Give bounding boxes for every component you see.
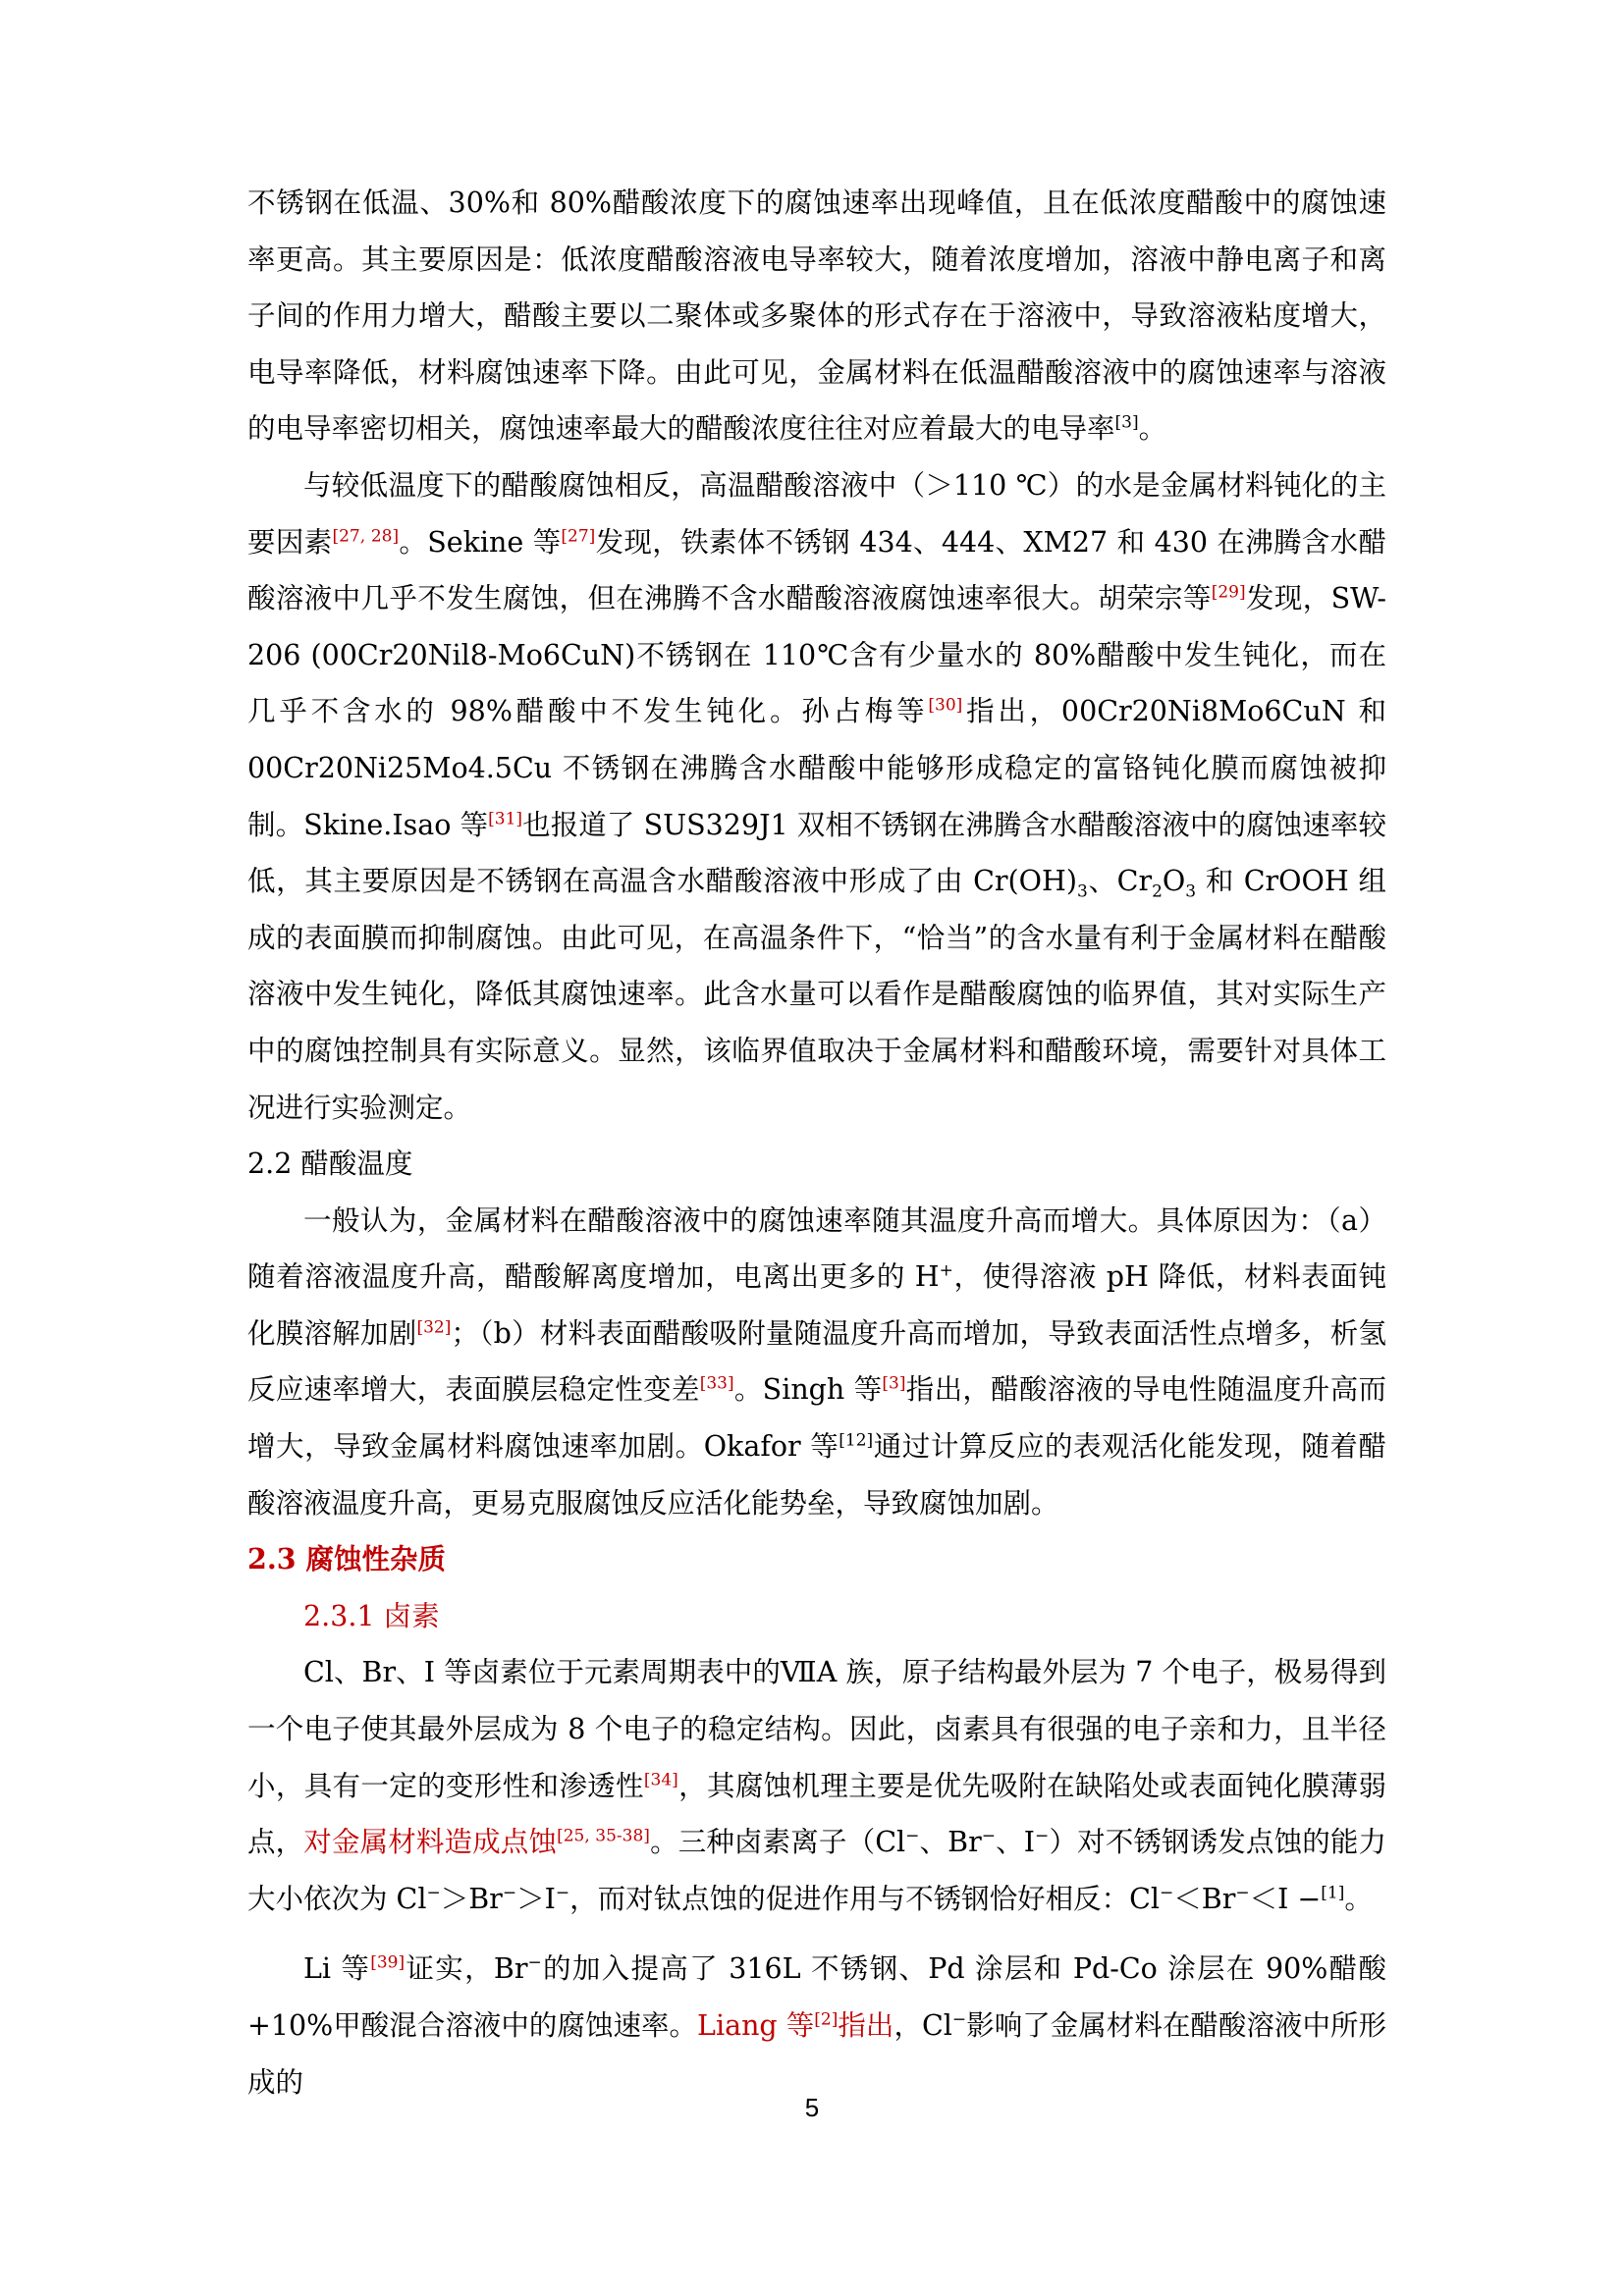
- superscript: −: [1035, 1826, 1050, 1846]
- text-run: ；（b）材料表面醋酸吸附量随温度升高而增加，导致表面活性点增多，析氢反应速率增大，表面膜层稳定性变差: [247, 1316, 1386, 1407]
- text-run: 与较低温度下的醋酸腐蚀相反，高温醋酸溶液中（＞110 ℃）的水是金属材料钝化的主要因素: [247, 468, 1386, 559]
- section-heading-2-2: 2.2 醋酸温度: [247, 1148, 413, 1181]
- citation-link[interactable]: [27]: [561, 526, 596, 547]
- subscript: 2: [1152, 881, 1163, 902]
- text-run: 、Cr: [1087, 865, 1153, 898]
- paragraph-1: [247, 175, 1386, 457]
- text-run: ＞I: [516, 1882, 556, 1915]
- text-run: ，Cl: [893, 2009, 952, 2042]
- highlighted-text: 对金属材料造成点蚀: [303, 1826, 558, 1859]
- citation-link[interactable]: [30]: [928, 695, 963, 716]
- citation-link[interactable]: [32]: [416, 1317, 452, 1338]
- superscript: −: [951, 2009, 967, 2030]
- citation-link[interactable]: [2]: [814, 2009, 839, 2030]
- subscript: 3: [1076, 881, 1088, 902]
- citation-link[interactable]: [27, 28]: [332, 526, 400, 547]
- superscript: −: [981, 1826, 996, 1846]
- text-run: ，使得溶液 pH 降低，材料表面钝化膜溶解加剧: [247, 1260, 1386, 1350]
- paragraph-2: [247, 457, 1386, 1136]
- citation: [12]: [839, 1430, 874, 1451]
- text-run: ）对不锈钢诱发点蚀的能力大小依次为 Cl: [247, 1826, 1386, 1915]
- citation-link[interactable]: [25, 35-38]: [557, 1826, 650, 1846]
- text-run: ，其腐蚀机理主要是优先吸附在缺陷处或表面钝化膜薄弱点，: [247, 1769, 1386, 1859]
- text-run: 指出，00Cr20Ni8Mo6CuN 和 00Cr20Ni25Mo4.5Cu 不锈钢在沸腾含水醋酸中能够形成稳定的富铬钝化膜而腐蚀被抑制。Skine.Isao 等: [247, 695, 1386, 841]
- text-run: 也报道了 SUS329J1 双相不锈钢在沸腾含水醋酸溶液中的腐蚀速率较低，其主要原因是不锈钢在高温含水醋酸溶液中形成了由 Cr(OH): [247, 808, 1386, 898]
- text-run: 。: [1138, 412, 1167, 446]
- section-heading-2-3-1: 2.3.1 卤素: [303, 1599, 440, 1632]
- text-run: 和 CrOOH 组成的表面膜而抑制腐蚀。由此可见，在高温条件下，“恰当”的含水量有利于金属材料在醋酸溶液中发生钝化，降低其腐蚀速率。此含水量可以看作是醋酸腐蚀的临界值，其对实际生产中的腐蚀控制具有实际意义。显然，该临界值取决于金属材料和醋酸环境，需要针对具体工况进行实验测定。: [247, 865, 1386, 1124]
- text-run: 证实，Br: [405, 1952, 528, 1986]
- text-run: Li 等: [303, 1952, 371, 1986]
- highlighted-text: 指出: [838, 2009, 894, 2042]
- text-run: ＜I −: [1249, 1882, 1322, 1915]
- text-run: 。: [1344, 1882, 1373, 1915]
- superscript: +: [939, 1260, 953, 1281]
- paragraph-4: [247, 1644, 1386, 1927]
- text-run: 一般认为，金属材料在醋酸溶液中的腐蚀速率随其温度升高而增大。具体原因为：（a）随着溶液温度升高，醋酸解离度增加，电离出更多的 H: [247, 1203, 1386, 1294]
- text-run: 。三种卤素离子（Cl: [649, 1826, 906, 1859]
- text-run: 的加入提高了 316L 不锈钢、Pd 涂层和 Pd-Co 涂层在 90%醋酸+10%甲酸混合溶液中的腐蚀速率。: [247, 1952, 1386, 2042]
- text-run: 。Sekine 等: [399, 525, 562, 559]
- superscript: −: [426, 1883, 441, 1903]
- text-run: 影响了金属材料在醋酸溶液中所形成的: [247, 2009, 1387, 2099]
- text-run: 发现，SW-206 (00Cr20Nil8-Mo6CuN)不锈钢在 110℃含有少量水的 80%醋酸中发生钝化，而在几乎不含水的 98%醋酸中不发生钝化。孙占梅等: [247, 582, 1386, 728]
- citation-link[interactable]: [3]: [882, 1373, 906, 1394]
- text-run: 指出，醋酸溶液的导电性随温度升高而增大，导致金属材料腐蚀速率加剧。Okafor 等: [247, 1373, 1386, 1464]
- superscript: −: [502, 1883, 517, 1903]
- text-run: ，而对钛点蚀的促进作用与不锈钢恰好相反：Cl: [569, 1882, 1161, 1915]
- superscript: −: [905, 1826, 920, 1846]
- citation-link[interactable]: [33]: [699, 1373, 734, 1394]
- superscript: −: [555, 1883, 570, 1903]
- text-run: 发现，铁素体不锈钢 434、444、XM27 和 430 在沸腾含水醋酸溶液中几乎不发生腐蚀，但在沸腾不含水醋酸溶液腐蚀速率很大。胡荣宗等: [247, 525, 1386, 615]
- page-number: 5: [804, 2093, 820, 2122]
- text-run: ＞Br: [440, 1882, 503, 1915]
- section-heading-2-3: 2.3 腐蚀性杂质: [247, 1542, 447, 1576]
- text-run: 、Br: [919, 1826, 982, 1859]
- text-run: ＜Br: [1173, 1882, 1236, 1915]
- citation-link[interactable]: [31]: [488, 809, 523, 829]
- text-run: 、I: [996, 1826, 1036, 1859]
- text-run: O: [1162, 865, 1186, 898]
- text-run: 不锈钢在低温、30%和 80%醋酸浓度下的腐蚀速率出现峰值，且在低浓度醋酸中的腐蚀速率更高。其主要原因是：低浓度醋酸溶液电导率较大，随着浓度增加，溶液中静电离子和离子间的作用力增大，醋酸主要以二聚体或多聚体的形式存在于溶液中，导致溶液粘度增大，电导率降低，材料腐蚀速率下降。由此可见，金属材料在低温醋酸溶液中的腐蚀速率与溶液的电导率密切相关，腐蚀速率最大的醋酸浓度往往对应着最大的电导率: [247, 187, 1386, 446]
- paragraph-5: [247, 1941, 1386, 2110]
- document-page: [247, 175, 1386, 2110]
- highlighted-text: Liang 等: [697, 2009, 815, 2042]
- subscript: 3: [1185, 881, 1197, 902]
- text-run: 。Singh 等: [733, 1373, 883, 1407]
- superscript: −: [1235, 1883, 1250, 1903]
- paragraph-3: [247, 1193, 1386, 1532]
- citation-link[interactable]: [39]: [370, 1952, 406, 1973]
- superscript: −: [527, 1952, 542, 1973]
- text-run: 通过计算反应的表观活化能发现，随着醋酸溶液温度升高，更易克服腐蚀反应活化能势垒，导致腐蚀加剧。: [247, 1430, 1386, 1520]
- citation: [1]: [1321, 1883, 1345, 1903]
- citation: [3]: [1114, 412, 1139, 433]
- citation-link[interactable]: [34]: [643, 1770, 678, 1790]
- text-run: Cl、Br、I 等卤素位于元素周期表中的ⅦA 族，原子结构最外层为 7 个电子，极易得到一个电子使其最外层成为 8 个电子的稳定结构。因此，卤素具有很强的电子亲和力，且半径小，具有一定的变形性和渗透性: [247, 1656, 1386, 1802]
- citation-link[interactable]: [29]: [1211, 582, 1246, 603]
- superscript: −: [1160, 1883, 1174, 1903]
